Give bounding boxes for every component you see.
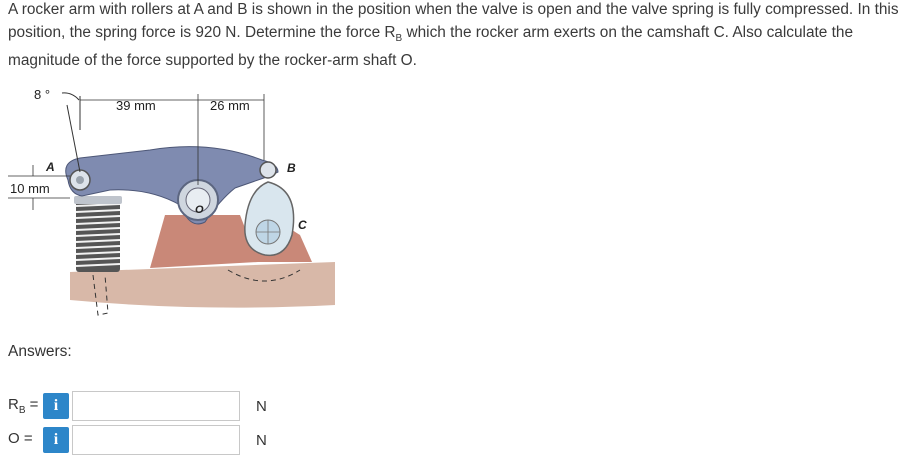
label-c: C [298,218,307,232]
dim-26: 26 mm [210,98,250,113]
dim-10: 10 mm [10,181,50,196]
variable-label-rb: $R_B$ = [8,396,39,416]
info-button[interactable]: i [43,427,69,453]
info-button[interactable]: i [43,393,69,419]
answer-row-rb [8,389,267,423]
o-answer-input[interactable] [72,425,240,455]
rocker-arm-figure [0,80,340,325]
problem-statement [8,0,918,73]
problem-line-2b: which the rocker arm exerts on the camshaft C. Also calculate the [402,23,854,41]
problem-line-3: magnitude of the force supported by the rocker-arm shaft O. [8,52,417,70]
roller-b [260,162,276,178]
variable-label-o: O = [8,430,33,447]
problem-line-1: A rocker arm with rollers at A and B is shown in the position when the valve is open and the valve spring is fully compressed. In this [8,1,899,18]
roller-a-pin [76,176,84,184]
answers-heading: Answers: [8,343,72,360]
label-o: O [195,204,204,216]
problem-line-2a: position, the spring force is 920 N. Determine the force R [8,23,396,41]
label-a: A [46,160,55,174]
rb-answer-input[interactable] [72,391,240,421]
unit-label: N [256,397,267,415]
unit-label: N [256,431,267,449]
label-b: B [287,161,296,175]
problem-line-2-subscript: B [395,32,403,44]
answer-row-o [8,423,267,457]
angle-label: 8 ° [34,87,51,102]
dim-39: 39 mm [116,98,156,113]
valve-spring [74,196,122,272]
